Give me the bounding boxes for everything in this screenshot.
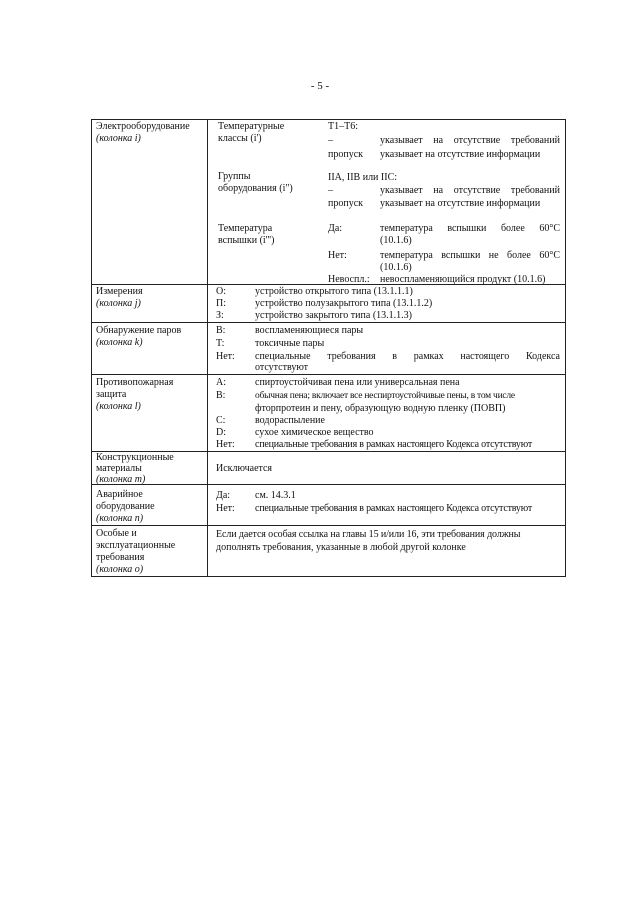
column-ref: (колонка n) (96, 513, 144, 524)
row-label: защита (96, 389, 127, 400)
value-text: фторпротеин и пену, образующую водную пленку (ПОВП) (255, 403, 506, 414)
row-label: оборудование (96, 501, 155, 512)
row-label: Измерения (96, 286, 143, 297)
subrow-label: вспышки (i''') (218, 235, 275, 246)
column-ref: (колонка i) (96, 133, 141, 144)
row-label: Особые и (96, 528, 137, 539)
value-code: T: (216, 338, 225, 349)
value-text: воспламеняющиеся пары (255, 325, 364, 336)
value-code: Нет: (216, 351, 235, 362)
column-divider (207, 120, 208, 576)
value-code: Нет: (328, 250, 347, 261)
row-label: Противопожарная (96, 377, 174, 388)
value-text: температура вспышки более 60°C (380, 223, 560, 234)
subrow-label: Температура (218, 223, 273, 234)
row-label: Электрооборудование (96, 121, 190, 132)
requirements-table (91, 119, 566, 577)
value-code: Нет: (216, 503, 235, 514)
value-text: указывает на отсутствие требований (380, 135, 560, 146)
row-label: Обнаружение паров (96, 325, 182, 336)
value-text: устройство закрытого типа (13.1.1.3) (255, 310, 412, 321)
row-label: материалы (96, 463, 142, 474)
value-text: указывает на отсутствие информации (380, 198, 541, 209)
value-code: IIA, IIB или IIC: (328, 172, 398, 183)
value-text: водораспыление (255, 415, 325, 426)
value-code: П: (216, 298, 226, 309)
value-code: A: (216, 377, 226, 388)
value-code: В: (216, 325, 226, 336)
value-text: специальные требования в рамках настоящего Кодекса (255, 351, 560, 362)
value-text: (10.1.6) (380, 235, 412, 246)
value-code: O: (216, 286, 226, 297)
value-code: – (328, 135, 333, 146)
value-text: сухое химическое вещество (255, 427, 374, 438)
value-code: пропуск (328, 198, 363, 209)
column-ref: (колонка k) (96, 337, 143, 348)
value-text: указывает на отсутствие информации (380, 149, 541, 160)
column-ref: (колонка j) (96, 298, 141, 309)
row-label: Аварийное (96, 489, 143, 500)
subrow-label: оборудования (i") (218, 183, 293, 194)
value-text: Исключается (216, 463, 273, 474)
row-divider (92, 374, 565, 375)
subrow-label: Температурные (218, 121, 285, 132)
value-code: Да: (216, 490, 231, 501)
page-number: - 5 - (310, 80, 330, 92)
column-ref: (колонка m) (96, 474, 146, 485)
row-divider (92, 484, 565, 485)
value-text: Если дается особая ссылка на главы 15 и/или 16, эти требования должны (216, 529, 521, 540)
value-code: – (328, 185, 333, 196)
row-label: Конструкционные (96, 452, 174, 463)
subrow-label: классы (i') (218, 133, 262, 144)
value-text: токсичные пары (255, 338, 325, 349)
value-code: Нет: (216, 439, 235, 450)
value-text: отсутствуют (255, 362, 309, 373)
row-label: требования (96, 552, 145, 563)
row-divider (92, 525, 565, 526)
value-code: B: (216, 390, 226, 401)
value-text: спиртоустойчивая пена или универсальная пена (255, 377, 460, 388)
value-code: C: (216, 415, 226, 426)
value-code: З: (216, 310, 224, 321)
row-divider (92, 322, 565, 323)
value-text: см. 14.3.1 (255, 490, 296, 501)
value-text: устройство полузакрытого типа (13.1.1.2) (255, 298, 433, 309)
value-text: указывает на отсутствие требований (380, 185, 560, 196)
value-text: дополнять требования, указанные в любой другой колонке (216, 542, 466, 553)
value-code: T1–T6: (328, 121, 358, 132)
value-text: обычная пена; включает все неспиртоустойчивые пены, в том числе (255, 391, 515, 401)
value-code: D: (216, 427, 226, 438)
value-code: Да: (328, 223, 343, 234)
subrow-label: Группы (218, 171, 251, 182)
value-text: невоспламеняющийся продукт (10.1.6) (380, 274, 546, 285)
value-text: устройство открытого типа (13.1.1.1) (255, 286, 413, 297)
value-code: Невоспл.: (328, 274, 370, 285)
value-text: специальные требования в рамках настоящего Кодекса отсутствуют (255, 439, 533, 450)
value-text: (10.1.6) (380, 262, 412, 273)
value-text: специальные требования в рамках настоящего Кодекса отсутствуют (255, 503, 533, 514)
row-label: эксплуатационные (96, 540, 176, 551)
column-ref: (колонка l) (96, 401, 141, 412)
column-ref: (колонка o) (96, 564, 144, 575)
value-code: пропуск (328, 149, 363, 160)
value-text: температура вспышки не более 60°C (380, 250, 560, 261)
